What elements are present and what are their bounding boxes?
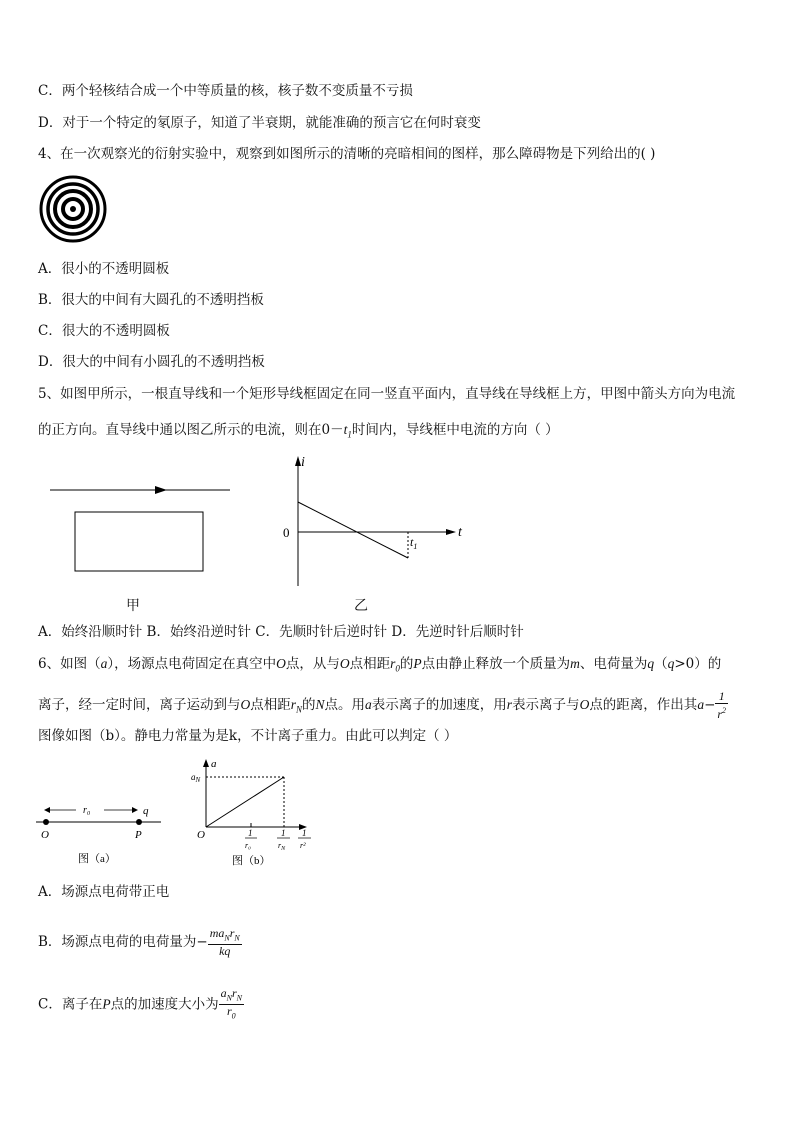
figure-jia [45,475,240,575]
tick-1-over-rN [277,828,290,852]
svg-text:r²: r² [300,841,306,850]
q5-options: A．始终沿顺时针 B．始终沿逆时针 C．先顺时针后逆时针 D．先逆时针后顺时针 [38,624,524,640]
t1-label: $t_1$ [410,535,418,551]
q4-option-d: D．很大的中间有小圆孔的不透明挡板 [38,354,265,370]
q6-option-c: C．离子在P点的加速度大小为 $\frac{a_Nr_N}{r_0}$ [38,986,242,1021]
svg-text:r₀: r₀ [245,841,251,850]
q6-stem-line1: 6、如图（a），场源点电荷固定在真空中O点，从与O点相距$r_0$的P点由静止释放一个质量为m、电荷量为q（q>0）的 [38,656,722,674]
q4-stem: 4、在一次观察光的衍射实验中，观察到如图所示的清晰的亮暗相间的图样，那么障碍物是下列给出的( ) [38,146,656,162]
q5-stem-part: 的正方向。直导线中通以图乙所示的电流，则在0－ [38,422,344,438]
svg-text:1: 1 [248,828,253,838]
charge-fraction: $\frac{ma_Nr_N}{kq}$ [209,926,240,959]
figure-yi [278,450,478,590]
figure-b [188,755,318,875]
r0-label: r₀ [83,805,91,816]
tick-1-over-r0 [245,828,257,850]
figure-a-caption: 图（a） [78,853,116,865]
axis-t-label: t [458,525,462,540]
q6-stem-line2: 离子，经一定时间，离子运动到与O点相距$r_N$的N点。用a表示离子的加速度，用r表示离子与O点的距离，作出其a− $\frac{1}{r^2}$ [38,689,727,721]
figure-yi-caption: 乙 [354,598,368,614]
svg-text:1: 1 [281,828,286,838]
figure-a [36,800,166,870]
q6-stem-line3: 图像如图（b）。静电力常量为是k，不计离子重力。由此可以判定（ ） [38,728,458,744]
option-d-prev: D．对于一个特定的氡原子，知道了半衰期，就能准确的预言它在何时衰变 [38,115,481,131]
axis-i-label: i [301,455,305,470]
acceleration-fraction: $\frac{a_Nr_N}{r_0}$ [220,986,242,1021]
q5-stem-line2 [38,421,559,444]
q4-option-a: A．很小的不透明圆板 [38,261,170,277]
diffraction-pattern [38,174,108,244]
svg-text:rN: $r_N$ [278,841,286,852]
axis-1-over-r2-label [298,828,311,850]
t1-symbol: $t_1$ [343,422,352,440]
origin-zero-label: 0 [283,525,290,540]
q-label: q [143,805,149,817]
one-over-r2-fraction: $\frac{1}{r^2}$ [717,689,727,721]
q4-option-b: B．很大的中间有大圆孔的不透明挡板 [38,292,264,308]
q4-option-c: C．很大的不透明圆板 [38,323,170,339]
point-o-label: O [41,829,49,841]
q6-option-b: B．场源点电荷的电荷量为− $\frac{ma_Nr_N}{kq}$ [38,926,240,959]
option-c-prev: C．两个轻核结合成一个中等质量的核，核子数不变质量不亏损 [38,83,413,99]
aN-label: $a_N$ [191,772,201,784]
q5-stem-line1: 5、如图甲所示，一根直导线和一个矩形导线框固定在同一竖直平面内，直导线在导线框上方，甲图中箭头方向为电流 [38,386,736,402]
point-p-label: P [135,829,142,841]
axis-a-label: a [211,758,217,770]
figure-jia-caption: 甲 [126,598,140,614]
origin-label: O [197,829,205,841]
svg-text:1: 1 [302,828,307,838]
figure-b-caption: 图（b） [232,855,271,867]
q5-stem-part: 时间内，导线框中电流的方向（ ） [351,422,559,438]
q6-option-a: A．场源点电荷带正电 [38,884,170,900]
